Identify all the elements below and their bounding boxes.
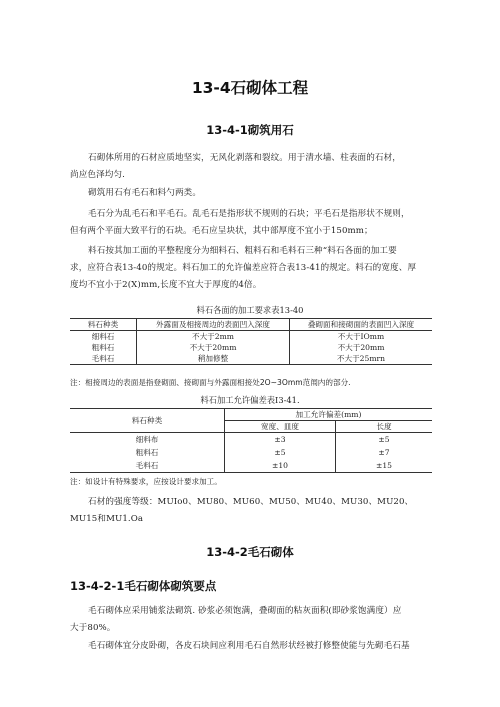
table-header-row [70, 409, 432, 421]
paragraph-line: 大于80%。 [70, 623, 116, 633]
paragraph-line: 度均不宜小于2(X)mm,长度不宜大于厚度的4倍。 [70, 280, 262, 290]
table-header-cell: 外露面及相接周边的表面凹入深度 [137, 319, 290, 331]
table-header-cell: 加工允许偏差(mm) [225, 409, 433, 421]
table-13-41 [70, 408, 432, 473]
table-cell: 毛料石 [91, 354, 115, 363]
paragraph-line: 毛石砌体应采用铺浆法砌筑. 砂浆必须饱满，叠砌面的粘灰面积(即砂浆饱满度）应 [88, 606, 402, 616]
page-title: 13-4石砌体工程 [191, 79, 309, 97]
table-13-41-caption: 料石加工允许偏差表I3-41. [200, 395, 300, 405]
table-cell: ±3 [225, 433, 336, 447]
table-13-40-caption: 料石各面的加工要求表13-40 [196, 305, 304, 315]
table-cell: 不大于IOmm [290, 331, 433, 343]
paragraph-stone-types [70, 185, 432, 202]
table-cell: ±5 [336, 433, 433, 447]
table-cell: 不大于20mm [137, 342, 290, 353]
table-header-cell: 长度 [336, 421, 433, 433]
paragraph-line: 求，应符合表13-40的规定。料石加工的允许偏差应符合表13-41的规定。料石的宽度、厚 [70, 263, 417, 273]
table-row [70, 433, 432, 447]
paragraph-strength-grades [70, 494, 432, 528]
paragraph-line: 但有两个平面大致平行的石块。毛石应呈块状，其中部厚度不宜小于150mm； [70, 226, 373, 236]
table-row [70, 446, 432, 459]
table-cell: 不大于25mrn [290, 353, 433, 365]
table-row [70, 459, 432, 473]
paragraph-stone-quality [70, 150, 432, 184]
paragraph-line: 毛石分为乱毛石和平毛石。乱毛石是指形状不规则的石块；平毛石是指形状不规则， [88, 209, 410, 219]
table-cell: ±5 [225, 446, 336, 459]
paragraph-line: 毛石砌体宜分皮卧砌，各皮石块间应利用毛石自然形状经被打修整使能与先砌毛石基 [88, 641, 410, 651]
table-header-cell: 叠砌面和接砌面的表面凹入深度 [290, 319, 433, 331]
table-cell: 不大于2mm [137, 331, 290, 343]
table-header-cell: 料石种类 [87, 320, 119, 329]
paragraph-line: 砌筑用石有毛石和料勺两类。 [88, 188, 202, 198]
paragraph-line: 料石按其加工面的平整程度分为细料石、粗料石和毛料石三种“料石各面的加工要 [88, 246, 397, 256]
table-header-cell: 宽度、皿度 [225, 421, 336, 433]
table-cell: 粗料石 [135, 448, 159, 457]
table-cell: 细料布 [135, 435, 159, 444]
paragraph-dressed-stone [70, 243, 432, 294]
table-header-row [70, 319, 432, 331]
table-cell: 细料石 [91, 332, 115, 341]
table-13-41-note: 注：如设计有特殊要求，应按设计要求加工。 [70, 477, 222, 486]
section-heading-13-4-2-1: 13-4-2-1毛石砌体砌筑要点 [70, 579, 217, 593]
section-heading-13-4-1: 13-4-1砌筑用石 [206, 123, 294, 137]
table-cell: ±15 [336, 459, 433, 473]
table-header-cell: 料石种类 [70, 409, 225, 433]
table-row [70, 353, 432, 365]
paragraph-line: 尚应色泽均匀. [70, 170, 125, 180]
paragraph-line: 石材的强度等级：MUIo0、MU80、MU60、MU50、MU40、MU30、MU20、 [88, 497, 414, 507]
table-13-40 [70, 318, 432, 365]
table-cell: 粗料石 [91, 343, 115, 352]
table-row [70, 331, 432, 343]
table-13-40-note: 注：相接周边的表面是指登砌面、接砌面与外露面相接处2O~3Omm范闱内的部分. [70, 378, 351, 387]
paragraph-line: 石砌体所用的石材应质地坚实，无风化剥落和裂纹。用于清水墙、柱表面的石材， [88, 153, 401, 163]
table-cell: 不大于20mm [290, 342, 433, 353]
table-cell: ±10 [225, 459, 336, 473]
table-cell: 稍加修整 [137, 353, 290, 365]
paragraph-mortar [70, 603, 432, 637]
table-cell: 毛料石 [135, 461, 159, 470]
paragraph-rubble [70, 206, 432, 240]
section-heading-13-4-2: 13-4-2毛石砌体 [206, 545, 294, 559]
table-cell: ±7 [336, 446, 433, 459]
paragraph-laying [70, 638, 432, 655]
table-row [70, 342, 432, 353]
paragraph-line: MU15和MU1.Oa [70, 514, 144, 524]
